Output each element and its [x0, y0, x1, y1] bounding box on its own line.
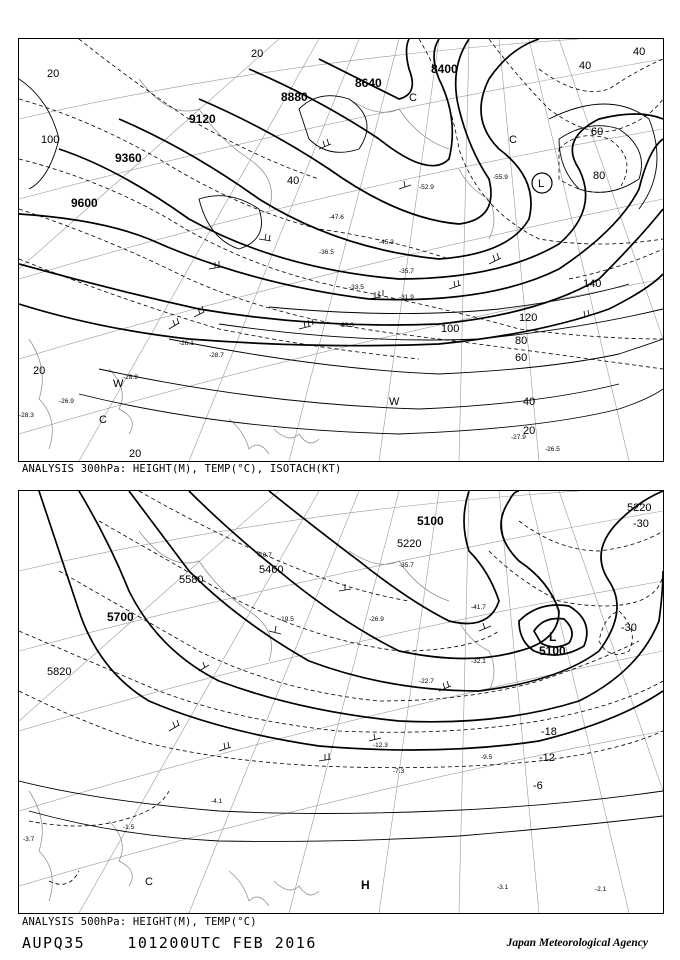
- isotach-label: 20: [129, 448, 142, 460]
- height-label: 5100: [417, 514, 444, 528]
- isotherm-label: -18: [541, 726, 557, 738]
- station-temp: -4.1: [211, 798, 223, 805]
- station-temp: -27.9: [511, 434, 526, 441]
- chart-code: AUPQ35: [22, 934, 86, 952]
- warm-center-symbol: W: [113, 378, 124, 390]
- cold-center-symbol: C: [509, 134, 517, 146]
- station-temp: -3.1: [497, 884, 509, 891]
- station-temp: -9.5: [481, 754, 493, 761]
- isotherm-label: -30: [621, 622, 637, 634]
- isotach-label: 60: [515, 352, 528, 364]
- isotach-label: 120: [519, 312, 538, 324]
- pressure-symbols: [145, 630, 566, 892]
- isotach-label: 60: [591, 126, 604, 138]
- height-label: 9120: [189, 112, 216, 126]
- isotach-label: 80: [593, 170, 606, 182]
- station-temp: -55.9: [493, 174, 508, 181]
- map-500hpa: [18, 490, 664, 914]
- station-temp: -28.9: [123, 374, 138, 381]
- station-temp: -26.1: [179, 340, 194, 347]
- height-label: 8880: [281, 90, 308, 104]
- isotherms: [19, 39, 663, 369]
- station-temp: -3.7: [23, 836, 35, 843]
- station-temp: -36.5: [319, 249, 334, 256]
- station-temp: -22.7: [419, 678, 434, 685]
- station-temp: -12.3: [373, 742, 388, 749]
- station-temp: -1.5: [123, 824, 135, 831]
- station-temp: -31.9: [399, 294, 414, 301]
- height-label: 5220: [627, 502, 652, 514]
- isotach-label: 140: [583, 278, 602, 290]
- station-temp: -26.9: [369, 616, 384, 623]
- coastlines: [29, 79, 494, 454]
- station-temp: -7.3: [393, 768, 405, 775]
- cold-center-symbol: C: [145, 876, 153, 888]
- isotach-label: 40: [633, 46, 646, 58]
- warm-center-symbol: W: [389, 396, 400, 408]
- height-label: 5700: [107, 610, 134, 624]
- low-center-symbol: L: [538, 178, 545, 190]
- station-temp: -52.9: [419, 184, 434, 191]
- chart-datetime: 101200UTC FEB 2016: [127, 934, 317, 952]
- isotach-label: 100: [441, 323, 460, 335]
- station-temp: -45.3: [379, 239, 394, 246]
- isotach-label: 20: [47, 68, 60, 80]
- coastlines: [29, 531, 494, 906]
- station-temp: -29.3: [339, 322, 354, 329]
- isotherm-label: -6: [533, 780, 543, 792]
- station-temp: -26.9: [59, 398, 74, 405]
- station-temp: -28.3: [19, 412, 34, 419]
- isotach-label: 80: [515, 335, 528, 347]
- graticule: [19, 39, 663, 461]
- height-label: 5220: [397, 538, 422, 550]
- high-center-symbol: H: [361, 878, 370, 892]
- isotach-label: 20: [33, 365, 46, 377]
- graticule: [19, 491, 663, 913]
- secondary-contours: [19, 781, 663, 841]
- station-temp: -41.7: [471, 604, 486, 611]
- station-temp: -26.5: [545, 446, 560, 453]
- station-temp: -35.7: [399, 562, 414, 569]
- station-temperatures: [23, 552, 607, 893]
- map-300hpa: [18, 38, 664, 462]
- cold-center-symbol: C: [409, 92, 417, 104]
- station-temp: -35.7: [399, 268, 414, 275]
- station-temp: -32.1: [471, 658, 486, 665]
- station-temp: -47.6: [329, 214, 344, 221]
- isotherm-label: -30: [633, 518, 649, 530]
- isotach-label: 40: [579, 60, 592, 72]
- height-label: 5820: [47, 666, 72, 678]
- height-label: 8640: [355, 76, 382, 90]
- low-center-symbol: L: [549, 630, 557, 644]
- height-label: 8400: [431, 62, 458, 76]
- isotach-label: 20: [523, 425, 536, 437]
- height-labels: [71, 62, 458, 210]
- height-label: 5460: [259, 564, 284, 576]
- isotach-label: 20: [251, 48, 264, 60]
- isotherm-label: -12: [539, 752, 555, 764]
- low-center-value: 5100: [539, 644, 566, 658]
- station-temp: -19.5: [279, 616, 294, 623]
- station-temp: -2.1: [595, 886, 607, 893]
- height-label: 9360: [115, 151, 142, 165]
- wind-barbs: [169, 139, 591, 329]
- isotach-label: 40: [523, 396, 536, 408]
- chart-identifier: [22, 934, 317, 952]
- agency-name: Japan Meteorological Agency: [506, 937, 648, 949]
- caption-500hpa: ANALYSIS 500hPa: HEIGHT(M), TEMP(°C): [22, 916, 257, 928]
- station-temp: -33.5: [349, 284, 364, 291]
- height-label: 5580: [179, 574, 204, 586]
- map-500hpa-svg: [19, 491, 663, 913]
- cold-center-symbol: C: [99, 414, 107, 426]
- isotach-labels: [33, 46, 645, 460]
- isotach-label: 100: [41, 134, 60, 146]
- station-temp: -20.7: [257, 552, 272, 559]
- caption-300hpa: ANALYSIS 300hPa: HEIGHT(M), TEMP(°C), ISOTACH(KT): [22, 463, 342, 475]
- height-label: 9600: [71, 196, 98, 210]
- station-temp: -28.7: [209, 352, 224, 359]
- isotach-label: 40: [287, 175, 300, 187]
- isotherms: [19, 491, 663, 884]
- map-300hpa-svg: [19, 39, 663, 461]
